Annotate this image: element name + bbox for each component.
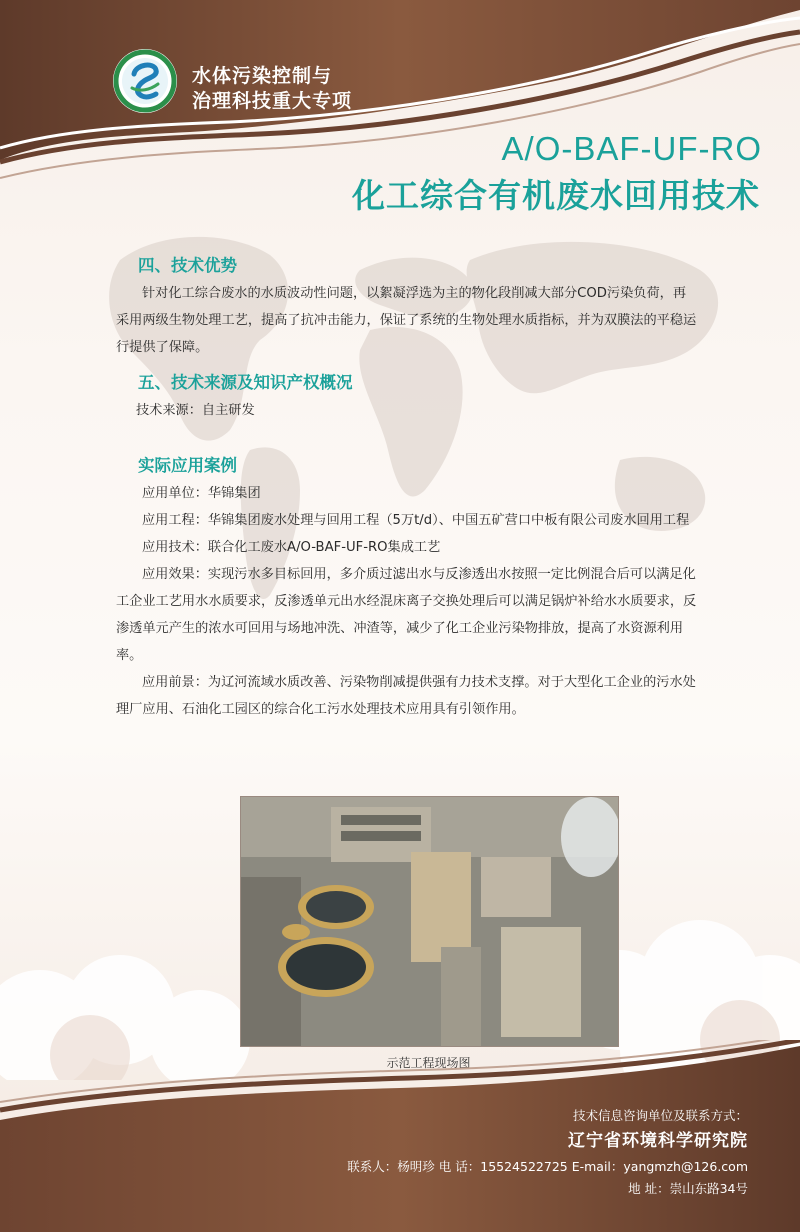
contact-person: 联系人：杨明珍 电 话：15524522725 E-mail：yangmzh@126.com [347,1159,748,1174]
advantages-body: 针对化工综合废水的水质波动性问题，以絮凝浮选为主的物化段削减大部分COD污染负荷，再采用两级生物处理工艺，提高了抗冲击能力，保证了系统的生物处理水质指标，并为双膜法的平稳运行提供了保障。 [116,286,697,355]
title-english: A/O-BAF-UF-RO [501,130,762,167]
main-content [116,252,698,723]
case-effect: 应用效果：实现污水多目标回用，多介质过滤出水与反渗透出水按照一定比例混合后可以满足化工企业工艺用水水质要求，反渗透单元出水经混床离子交换处理后可以满足锅炉补给水水质要求，反渗透单元产生的浓水可回用与场地冲洗、冲渣等，减少了化工企业污染物排放，提高了水资源利用率。 [116,567,697,663]
source-body: 技术来源：自主研发 [136,403,255,418]
contact-block [248,1106,748,1200]
case-tech: 应用技术：联合化工废水A/O-BAF-UF-RO集成工艺 [142,540,441,555]
demo-site-photo [240,796,619,1047]
heading-cases: 实际应用案例 [138,456,237,475]
program-name-line2: 治理科技重大专项 [192,90,353,112]
program-logo [112,48,178,114]
heading-source: 五、技术来源及知识产权概况 [138,373,353,392]
case-prospect: 应用前景：为辽河流域水质改善、污染物削减提供强有力技术支撑。对于大型化工企业的污水处理厂应用、石油化工园区的综合化工污水处理技术应用具有引领作用。 [116,675,696,717]
contact-address: 地 址：崇山东路34号 [628,1181,748,1196]
program-name [192,64,352,114]
contact-intro: 技术信息咨询单位及联系方式： [572,1108,748,1123]
photo-caption: 示范工程现场图 [386,1056,471,1070]
title-chinese: 化工综合有机废水回用技术 [352,176,760,215]
heading-advantages: 四、技术优势 [138,256,237,275]
case-unit: 应用单位：华锦集团 [142,486,261,501]
case-project: 应用工程：华锦集团废水处理与回用工程（5万t/d）、中国五矿营口中板有限公司废水回用工程 [142,513,690,528]
program-name-line1: 水体污染控制与 [192,65,333,87]
contact-org: 辽宁省环境科学研究院 [568,1131,748,1151]
